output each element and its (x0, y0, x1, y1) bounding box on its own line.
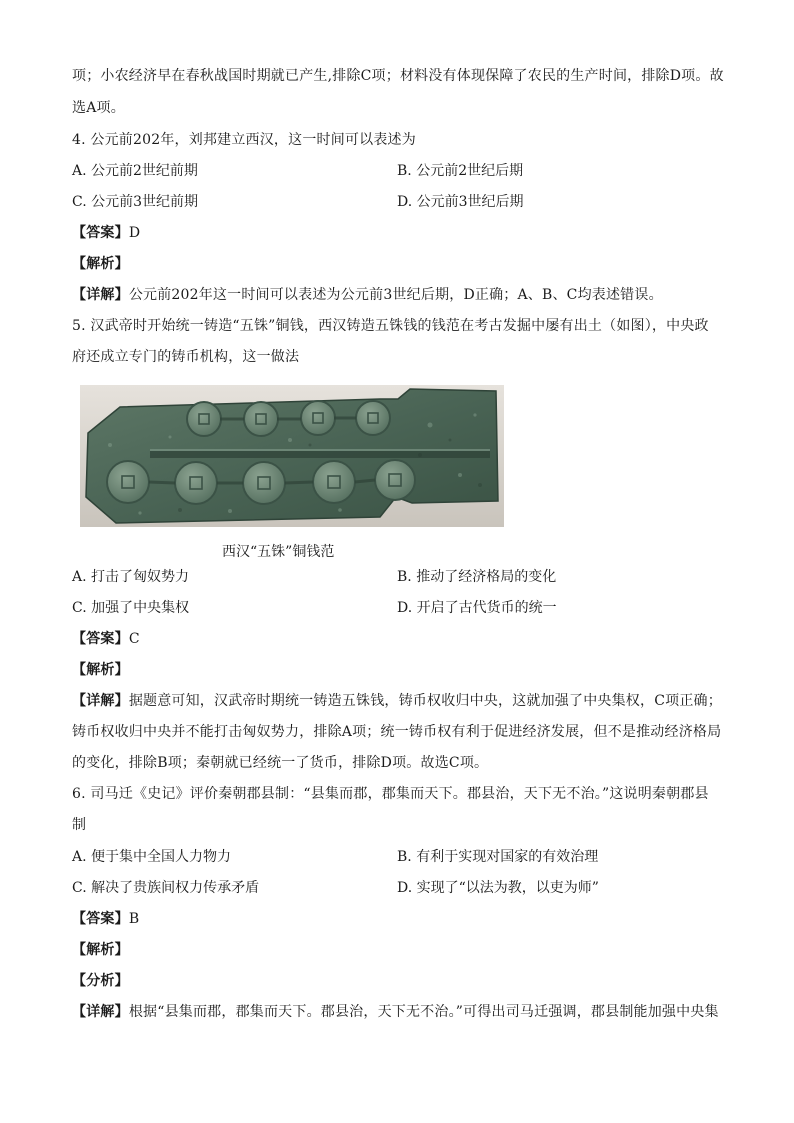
q6-analysis2-label (72, 971, 129, 991)
answer-label: 【答案】 (72, 631, 129, 647)
coin-cavity (244, 402, 278, 436)
analysis2-label: 【分析】 (72, 973, 129, 989)
question-6-stem: 制 (72, 817, 87, 833)
q4-detail (72, 285, 663, 305)
coin-cavity (313, 461, 355, 503)
answer-label: 【答案】 (72, 911, 129, 927)
coin-cavity (375, 460, 415, 500)
detail-label: 【详解】 (72, 287, 129, 303)
detail-label: 【详解】 (72, 693, 129, 709)
answer-value: B (128, 911, 140, 927)
coin-cavity (175, 462, 217, 504)
q5-detail (72, 691, 722, 711)
q4-option-c: C. 公元前3世纪前期 (72, 194, 199, 210)
q4-option-b: B. 公元前2世纪后期 (397, 163, 524, 179)
q4-option-a: A. 公元前2世纪前期 (72, 163, 198, 179)
coin-cavity (301, 401, 335, 435)
coin-cavity (243, 462, 285, 504)
q6-option-b: B. 有利于实现对国家的有效治理 (397, 849, 599, 865)
q6-option-d: D. 实现了“以法为教，以吏为师” (397, 880, 599, 896)
q5-detail-line: 的变化，排除B项；秦朝就已经统一了货币，排除D项。故选C项。 (72, 755, 489, 771)
q5-analysis-label (72, 660, 129, 680)
coin-cavity (187, 402, 221, 436)
answer-label: 【答案】 (72, 225, 129, 241)
coin-mold-image (80, 385, 504, 527)
question-5-stem: 府还成立专门的铸币机构，这一做法 (72, 349, 300, 365)
q6-analysis-label (72, 940, 129, 960)
q4-answer (72, 223, 140, 243)
question-4-stem: 4. 公元前202年，刘邦建立西汉，这一时间可以表述为 (72, 132, 416, 148)
detail-label: 【详解】 (72, 1004, 129, 1020)
q6-option-a: A. 便于集中全国人力物力 (72, 849, 232, 865)
q4-analysis-label (72, 254, 129, 274)
q6-answer (72, 909, 139, 929)
analysis-label: 【解析】 (72, 256, 129, 272)
analysis-label: 【解析】 (72, 662, 129, 678)
q5-answer (72, 629, 140, 649)
figure-caption: 西汉“五铢”铜钱范 (222, 544, 335, 560)
detail-text: 公元前202年这一时间可以表述为公元前3世纪后期，D正确；A、B、C均表述错误。 (128, 287, 663, 303)
coin-cavity (107, 461, 149, 503)
q5-option-a: A. 打击了匈奴势力 (72, 569, 190, 585)
q6-detail (72, 1002, 719, 1022)
question-6-stem: 6. 司马迁《史记》评价秦朝郡县制：“县集而郡，郡集而天下。郡县治，天下无不治。”这说明秦朝郡县 (72, 786, 709, 802)
answer-value: C (128, 631, 140, 647)
q4-option-d: D. 公元前3世纪后期 (397, 194, 524, 210)
question-5-stem: 5. 汉武帝时开始统一铸造“五铢”铜钱，西汉铸造五铢钱的钱范在考古发掘中屡有出土（如图），中央政 (72, 318, 709, 334)
q5-detail-line: 铸币权收归中央并不能打击匈奴势力，排除A项；统一铸币权有利于促进经济发展，但不是推动经济格局 (72, 724, 722, 740)
answer-value: D (128, 225, 141, 241)
coin-mold-photo (80, 385, 504, 527)
q6-option-c: C. 解决了贵族间权力传承矛盾 (72, 880, 260, 896)
text-line: 选A项。 (72, 100, 125, 116)
q5-option-c: C. 加强了中央集权 (72, 600, 190, 616)
detail-text: 根据“县集而郡，郡集而天下。郡县治，天下无不治。”可得出司马迁强调，郡县制能加强中央集 (128, 1004, 719, 1020)
text-line: 项；小农经济早在春秋战国时期就已产生,排除C项；材料没有体现保障了农民的生产时间，排除D项。故 (72, 68, 724, 84)
detail-text: 据题意可知，汉武帝时期统一铸造五铢钱，铸币权收归中央，这就加强了中央集权，C项正确； (128, 693, 722, 709)
q5-option-d: D. 开启了古代货币的统一 (397, 600, 557, 616)
analysis-label: 【解析】 (72, 942, 129, 958)
coin-cavity (356, 401, 390, 435)
q5-option-b: B. 推动了经济格局的变化 (397, 569, 557, 585)
